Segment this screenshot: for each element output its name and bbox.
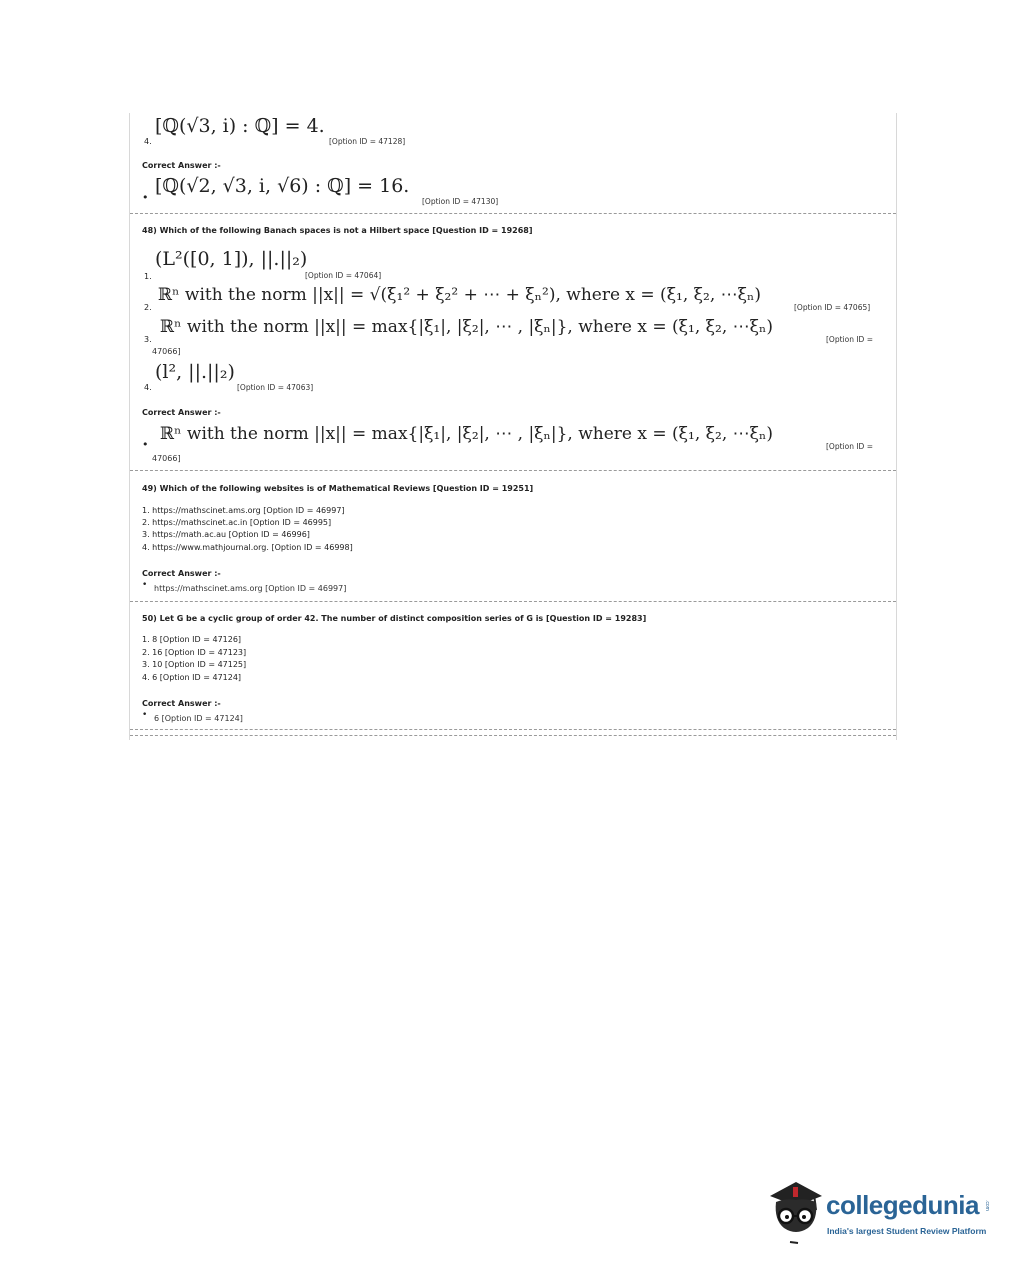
correct-option-id: [Option ID = [826,442,873,451]
option-id: [Option ID = 47063] [237,383,314,392]
option-line: 1. 8 [Option ID = 47126] [142,635,242,644]
option-number: 1. [144,272,152,281]
option-id: [Option ID = 47065] [794,303,871,312]
q47-tail-block [130,113,896,214]
correct-answer-label: Correct Answer :- [142,569,221,578]
bullet-icon: • [142,438,149,451]
option-number: 4. [144,137,152,146]
option-math: ℝⁿ with the norm ||x|| = max{|ξ₁|, |ξ₂|, ⋯ , |ξₙ|}, where x = (ξ₁, ξ₂, ⋯ξₙ) [160,317,773,337]
question-title: 48) Which of the following Banach spaces is not a Hilbert space [Question ID = 19268] [142,226,533,235]
correct-answer-label: Correct Answer :- [142,699,221,708]
brand-domain: .com [984,1200,990,1211]
q48-block [130,213,896,471]
option-number: 4. [144,383,152,392]
bottom-rule [130,735,896,736]
option-number: 2. [144,303,152,312]
option-math: [ℚ(√3, i) : ℚ] = 4. [155,115,325,137]
correct-answer-text: https://mathscinet.ams.org [Option ID = 46997] [154,584,347,593]
bullet-icon: • [142,710,148,720]
question-title: 49) Which of the following websites is of Mathematical Reviews [Question ID = 19251] [142,484,534,493]
option-line: 4. https://www.mathjournal.org. [Option ID = 46998] [142,543,353,552]
option-id: [Option ID = [826,335,873,344]
option-math: (l², ||.||₂) [155,361,235,383]
brand-name: collegedunia [826,1190,979,1220]
correct-answer-text: 6 [Option ID = 47124] [154,714,243,723]
correct-answer-label: Correct Answer :- [142,161,221,170]
option-math: ℝⁿ with the norm ||x|| = √(ξ₁² + ξ₂² + ⋯ + ξₙ²), where x = (ξ₁, ξ₂, ⋯ξₙ) [158,285,762,305]
brand-tagline: India's largest Student Review Platform [827,1226,987,1236]
bullet-icon: • [142,580,148,590]
question-sheet [129,113,897,740]
option-id: [Option ID = 47128] [329,137,406,146]
option-line: 2. 16 [Option ID = 47123] [142,648,247,657]
option-line: 4. 6 [Option ID = 47124] [142,673,242,682]
correct-answer-math: ℝⁿ with the norm ||x|| = max{|ξ₁|, |ξ₂|, ⋯ , |ξₙ|}, where x = (ξ₁, ξ₂, ⋯ξₙ) [160,424,773,444]
option-number: 3. [144,335,152,344]
correct-option-id: [Option ID = 47130] [422,197,499,206]
question-title: 50) Let G be a cyclic group of order 42. The number of distinct composition series of G is [Question ID = 19283] [142,614,647,623]
option-math: (L²([0, 1]), ||.||₂) [155,248,308,270]
option-line: 2. https://mathscinet.ac.in [Option ID = 46995] [142,518,332,527]
q49-block [130,470,896,602]
correct-answer-label: Correct Answer :- [142,408,221,417]
option-line: 3. 10 [Option ID = 47125] [142,660,247,669]
option-id-continued: 47066] [152,347,181,356]
mascot-icon [766,1176,826,1248]
option-line: 1. https://mathscinet.ams.org [Option ID = 46997] [142,506,345,515]
bullet-icon: • [142,191,149,204]
correct-answer-math: [ℚ(√2, √3, i, √6) : ℚ] = 16. [155,175,410,197]
collegedunia-logo [766,1176,996,1246]
q50-block [130,601,896,730]
correct-option-id-continued: 47066] [152,454,181,463]
option-line: 3. https://math.ac.au [Option ID = 46996] [142,530,310,539]
option-id: [Option ID = 47064] [305,271,382,280]
